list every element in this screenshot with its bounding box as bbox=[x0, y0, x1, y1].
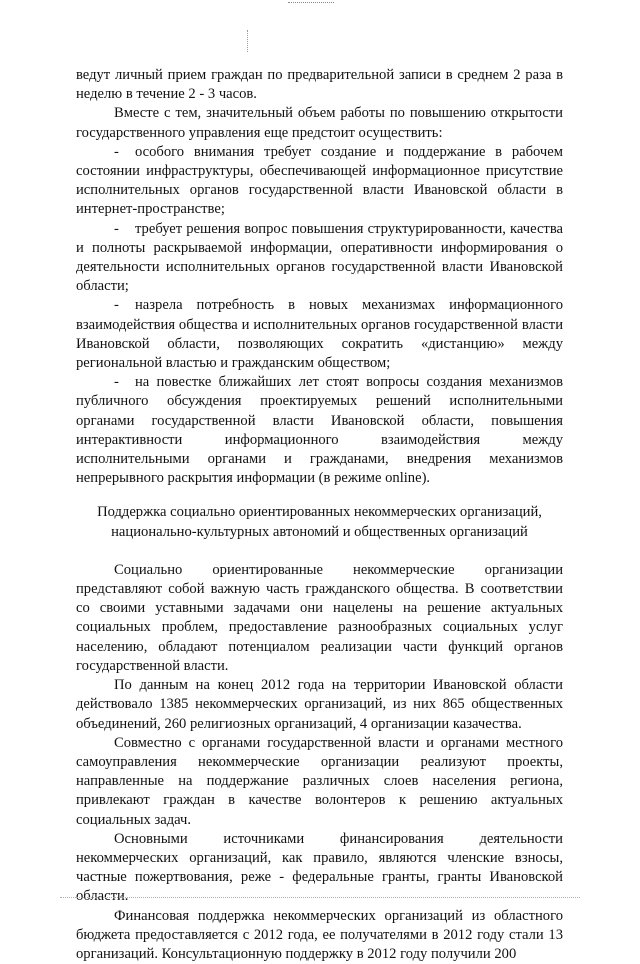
list-item-text: требует решения вопрос повышения структурированности, качества и полноты раскрываемой информации, оперативности информирования о деятельности исполнительных органов государственной власти Ивановской области; bbox=[76, 220, 563, 295]
list-item bbox=[76, 373, 563, 488]
list-item bbox=[76, 220, 563, 297]
paragraph: Вместе с тем, значительный объем работы по повышению открытости государственного управления еще предстоит осуществить: bbox=[76, 105, 563, 141]
section-heading-line: Поддержка социально ориентированных некоммерческих организаций, bbox=[97, 504, 542, 521]
paragraph: Совместно с органами государственной власти и органами местного самоуправления некоммерческие организации реализуют проекты, направленные на поддержание различных слоев населения региона, привлекают граждан в качестве волонтеров к решению актуальных социальных задач. bbox=[76, 734, 563, 828]
paragraph: Социально ориентированные некоммерческие организации представляют собой важную часть гражданского общества. В соответствии со своими уставными задачами они нацелены на решение актуальных социальных проблем, предоставление разнообразных социальных услуг населению, обладают потенциалом реализации части функций органов государственной власти. bbox=[76, 561, 563, 674]
list-item-text: назрела потребность в новых механизмах информационного взаимодействия общества и исполнительных органов государственной власти Ивановской области, позволяющих сократить «дистанцию» между региональной властью и гражданским обществом; bbox=[76, 297, 563, 372]
bullet-dash: - bbox=[114, 374, 119, 391]
scan-artifact bbox=[60, 897, 580, 900]
bullet-dash: - bbox=[114, 297, 119, 314]
paragraph: По данным на конец 2012 года на территории Ивановской области действовало 1385 некоммерческих организаций, из них 865 общественных объединений, 260 религиозных организаций, 4 организации казачества. bbox=[76, 677, 563, 732]
document-body bbox=[76, 66, 563, 964]
section-heading-line: национально-культурных автономий и общественных организаций bbox=[111, 523, 528, 540]
list-item bbox=[76, 296, 563, 373]
list-item bbox=[76, 143, 563, 220]
paragraph: Финансовая поддержка некоммерческих организаций из областного бюджета предоставляется с 2012 года, ее получателями в 2012 году стали 13 организаций. Консультационную поддержку в 2012 году получили 200 bbox=[76, 907, 563, 962]
list-item-text: особого внимания требует создание и поддержание в рабочем состоянии инфраструктуры, обеспечивающей информационное присутствие исполнительных органов государственной власти Ивановской области в интернет-пространстве; bbox=[76, 143, 563, 218]
list-item-text: на повестке ближайших лет стоят вопросы создания механизмов публичного обсуждения проектируемых решений исполнительными органами государственной власти Ивановской области, повышения интерактивности информационного взаимодействия между исполнительными органами и гражданами, внедрения механизмов непрерывного раскрытия информации (в режиме online). bbox=[76, 374, 563, 487]
bullet-dash: - bbox=[114, 220, 119, 237]
bullet-dash: - bbox=[114, 143, 119, 160]
section-heading bbox=[76, 503, 563, 541]
paragraph: Основными источниками финансирования деятельности некоммерческих организаций, как правило, являются членские взносы, частные пожертвования, реже - федеральные гранты, гранты Ивановской области. bbox=[76, 830, 563, 905]
scan-mark bbox=[288, 2, 334, 9]
scan-artifact bbox=[247, 30, 249, 52]
paragraph: ведут личный прием граждан по предварительной записи в среднем 2 раза в неделю в течение 2 - 3 часов. bbox=[76, 67, 563, 103]
